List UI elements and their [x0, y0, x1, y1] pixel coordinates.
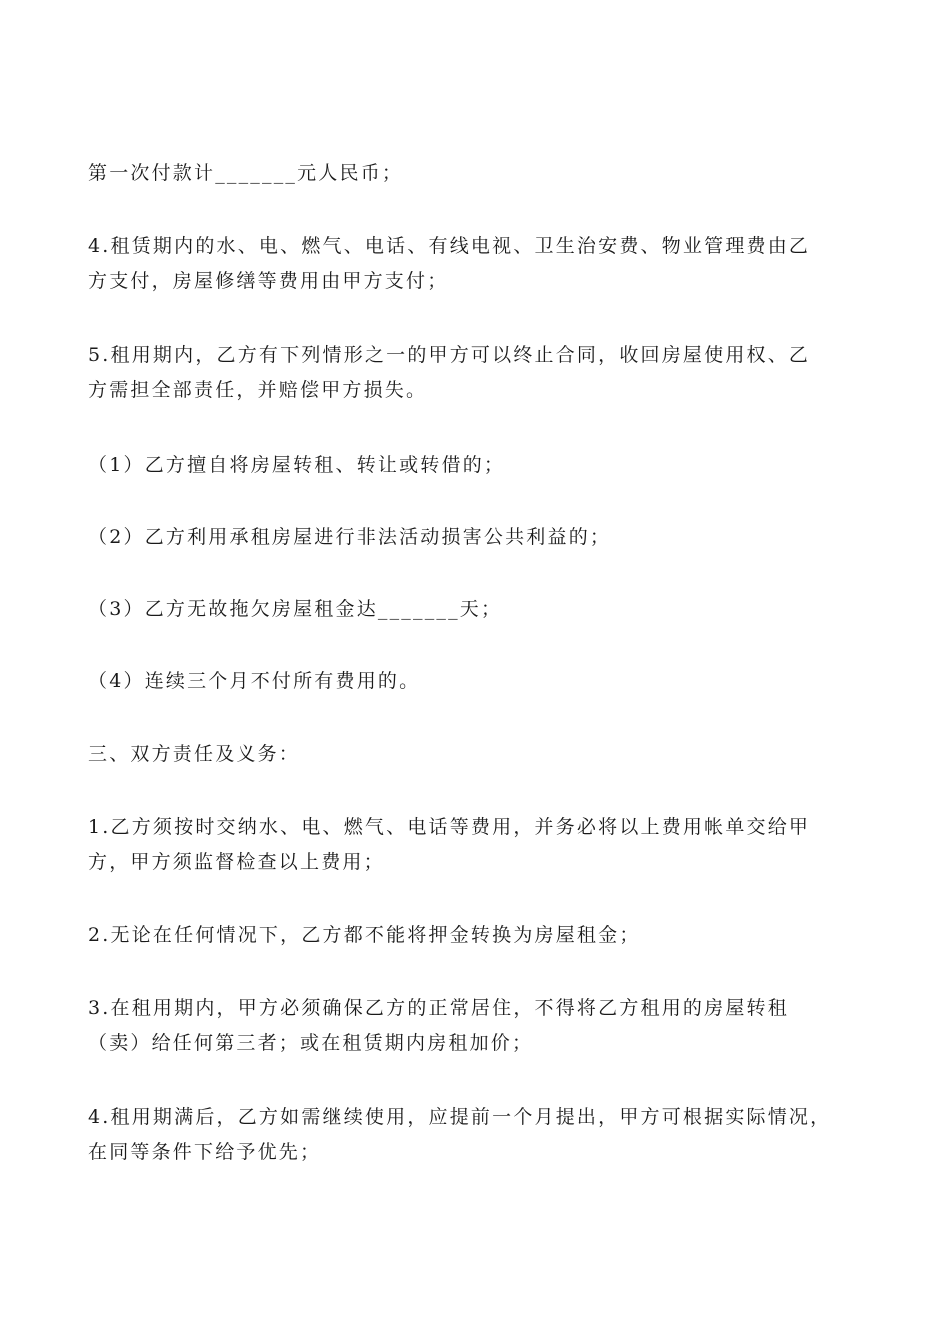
- termination-case-2: [88, 520, 863, 555]
- text-line: 在同等条件下给予优先；: [88, 1141, 322, 1163]
- section-3-heading: [88, 737, 863, 772]
- duty-3-residence: [88, 991, 863, 1061]
- text-line: （4）连续三个月不付所有费用的。: [88, 670, 421, 692]
- termination-case-4: [88, 664, 863, 699]
- text-line: （2）乙方利用承租房屋进行非法活动损害公共利益的；: [88, 526, 612, 548]
- text-line: 方需担全部责任，并赔偿甲方损失。: [88, 379, 428, 401]
- text-line: 4.租用期满后，乙方如需继续使用，应提前一个月提出，甲方可根据实际情况，: [88, 1106, 832, 1128]
- text-line: （3）乙方无故拖欠房屋租金达_______天；: [88, 598, 503, 620]
- termination-case-3: [88, 592, 863, 627]
- clause-5-termination: [88, 338, 863, 408]
- text-line: 1.乙方须按时交纳水、电、燃气、电话等费用，并务必将以上费用帐单交给甲: [88, 816, 811, 838]
- text-line: 方支付，房屋修缮等费用由甲方支付；: [88, 270, 449, 292]
- text-line: 三、双方责任及义务：: [88, 743, 301, 765]
- duty-4-renewal: [88, 1100, 863, 1170]
- text-line: （1）乙方擅自将房屋转租、转让或转借的；: [88, 454, 506, 476]
- text-line: 2.无论在任何情况下，乙方都不能将押金转换为房屋租金；: [88, 924, 641, 946]
- payment-first-installment: [88, 156, 863, 191]
- text-line: 第一次付款计_______元人民币；: [88, 162, 404, 184]
- clause-4-utilities: [88, 229, 863, 299]
- termination-case-1: [88, 448, 863, 483]
- duty-1-fees: [88, 810, 863, 880]
- text-line: 3.在租用期内，甲方必须确保乙方的正常居住，不得将乙方租用的房屋转租: [88, 997, 789, 1019]
- text-line: （卖）给任何第三者；或在租赁期内房租加价；: [88, 1032, 534, 1054]
- text-line: 5.租用期内，乙方有下列情形之一的甲方可以终止合同，收回房屋使用权、乙: [88, 344, 811, 366]
- duty-2-deposit: [88, 918, 863, 953]
- text-line: 方，甲方须监督检查以上费用；: [88, 851, 385, 873]
- text-line: 4.租赁期内的水、电、燃气、电话、有线电视、卫生治安费、物业管理费由乙: [88, 235, 811, 257]
